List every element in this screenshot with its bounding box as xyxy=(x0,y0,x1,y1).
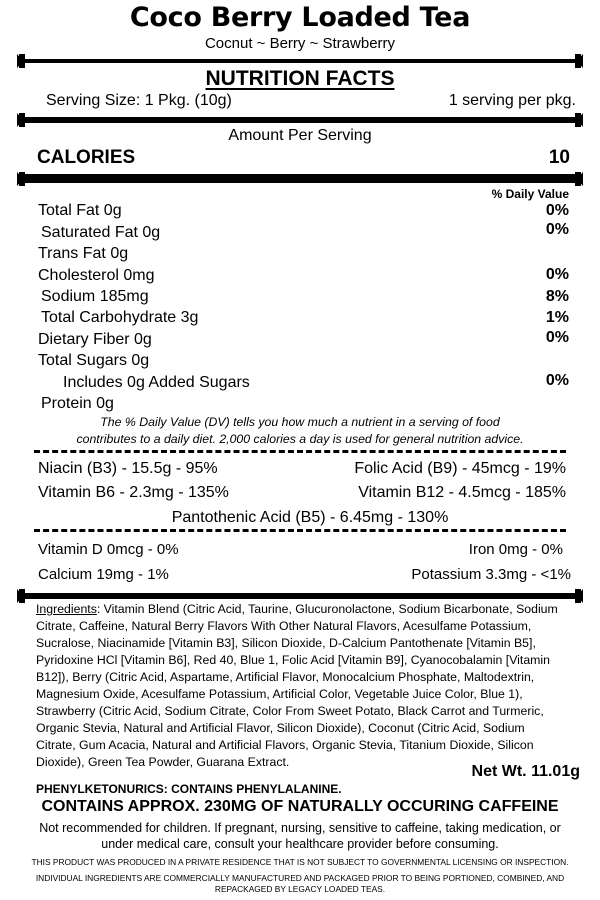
dv-note-line-2: contributes to a daily diet. 2,000 calories a day is used for general nutrition advice. xyxy=(76,432,524,446)
vitamin-folic-acid: Folic Acid (B9) - 45mcg - 19% xyxy=(354,460,566,477)
nutrient-total-carbohydrate-dv: 1% xyxy=(545,309,569,326)
ingredients-text: : Vitamin Blend (Citric Acid, Taurine, Glucuronolactone, Sodium Bicarbonate, Sodium Citrate, Caffeine, Natural Berry Flavors With Other Natural Flavors, Acesulfame Potassium, Sucralose, Niacinamide [Vitamin B3], Silicon Dioxide, D-Calcium Pantothenate [Vitamin B5], Pyridoxine HCl [Vitamin B6], Red 40, Blue 1, Folic Acid [Vitamin B9], Cyanocobalamin [Vitamin B12]), Berry (Citric Acid, Aspartame, Artificial Flavor, Monocalcium Phosphate, Maltodextrin, Magnesium Oxide, Acesulfame Potassium, Artificial Color, Vegetable Juice Color, Blue 1), Strawberry (Citric Acid, Sodium Citrate, Color From Sweet Potato, Black Carrot and Turmeric, Organic Stevia, Natural and Artificial Flavor, Silicon Dioxide), Coconut (Citric Acid, Sodium Citrate, Gum Acacia, Natural and Artificial Flavors, Organic Stevia, Titanium Dioxide, Silicon Dioxide), Green Tea Powder, Guarana Extract. xyxy=(36,602,558,769)
daily-value-header: % Daily Value xyxy=(491,187,569,201)
vitamin-b12: Vitamin B12 - 4.5mcg - 185% xyxy=(358,484,566,501)
dv-note-line-1: The % Daily Value (DV) tells you how much a nutrient in a serving of food xyxy=(100,415,500,429)
net-weight: Net Wt. 11.01g xyxy=(471,763,580,780)
vitamin-pantothenic-acid: Pantothenic Acid (B5) - 6.45mg - 130% xyxy=(171,509,449,526)
mineral-vitamin-d: Vitamin D 0mcg - 0% xyxy=(38,541,179,558)
flavor-subtitle: Cocnut ~ Berry ~ Strawberry xyxy=(204,35,396,52)
disclaimer-line-2: INDIVIDUAL INGREDIENTS ARE COMMERCIALLY MANUFACTURED AND PACKAGED PRIOR TO BEING PORTIONED, COMBINED, AND xyxy=(35,873,565,883)
nutrient-dietary-fiber: Dietary Fiber 0g xyxy=(38,331,152,348)
servings-per-package: 1 serving per pkg. xyxy=(448,92,576,109)
mineral-iron: Iron 0mg - 0% xyxy=(468,541,563,558)
vitamin-niacin: Niacin (B3) - 15.5g - 95% xyxy=(38,460,218,477)
nutrient-total-fat-dv: 0% xyxy=(545,202,569,219)
mineral-potassium: Potassium 3.3mg - <1% xyxy=(411,566,571,583)
divider-bar xyxy=(19,117,581,123)
caffeine-statement: CONTAINS APPROX. 230MG OF NATURALLY OCCURING CAFFEINE xyxy=(41,798,559,815)
nutrient-dietary-fiber-dv: 0% xyxy=(545,329,569,346)
disclaimer-line-1: THIS PRODUCT WAS PRODUCED IN A PRIVATE RESIDENCE THAT IS NOT SUBJECT TO GOVERNMENTAL LICENSING OR INSPECTION. xyxy=(31,857,569,867)
nutrient-trans-fat: Trans Fat 0g xyxy=(38,245,129,262)
divider-bar xyxy=(19,593,581,599)
calories-label: CALORIES xyxy=(37,147,136,168)
nutrient-sodium-dv: 8% xyxy=(545,288,569,305)
nutrient-added-sugars-dv: 0% xyxy=(545,372,569,389)
nutrition-facts-heading: NUTRITION FACTS xyxy=(205,67,395,90)
amount-per-serving: Amount Per Serving xyxy=(228,127,372,144)
nutrient-cholesterol: Cholesterol 0mg xyxy=(38,267,155,284)
nutrient-cholesterol-dv: 0% xyxy=(545,266,569,283)
divider-bar xyxy=(19,59,581,63)
nutrient-protein: Protein 0g xyxy=(41,395,114,412)
vitamin-b6: Vitamin B6 - 2.3mg - 135% xyxy=(38,484,229,501)
nutrient-total-fat: Total Fat 0g xyxy=(38,202,122,219)
nutrient-total-carbohydrate: Total Carbohydrate 3g xyxy=(41,309,199,326)
product-title: Coco Berry Loaded Tea xyxy=(129,2,471,33)
divider-bar xyxy=(19,174,581,183)
dashed-divider xyxy=(34,450,566,453)
ingredients-list xyxy=(36,601,566,771)
disclaimer-line-3: REPACKAGED BY LEGACY LOADED TEAS. xyxy=(214,884,386,894)
nutrient-sodium: Sodium 185mg xyxy=(41,288,149,305)
warning-line-2: under medical care, consult your healthcare provider before consuming. xyxy=(101,837,499,851)
nutrient-added-sugars: Includes 0g Added Sugars xyxy=(63,374,250,391)
serving-size: Serving Size: 1 Pkg. (10g) xyxy=(46,92,232,109)
mineral-calcium: Calcium 19mg - 1% xyxy=(38,566,169,583)
nutrient-total-sugars: Total Sugars 0g xyxy=(38,352,150,369)
phenylketonurics-warning: PHENYLKETONURICS: CONTAINS PHENYLALANINE. xyxy=(36,782,342,796)
nutrient-saturated-fat: Saturated Fat 0g xyxy=(41,224,161,241)
ingredients-label: Ingredients xyxy=(36,602,97,616)
calories-value: 10 xyxy=(548,147,570,168)
nutrient-saturated-fat-dv: 0% xyxy=(545,221,569,238)
warning-line-1: Not recommended for children. If pregnant, nursing, sensitive to caffeine, taking medication, or xyxy=(39,821,561,835)
dashed-divider xyxy=(34,529,566,532)
